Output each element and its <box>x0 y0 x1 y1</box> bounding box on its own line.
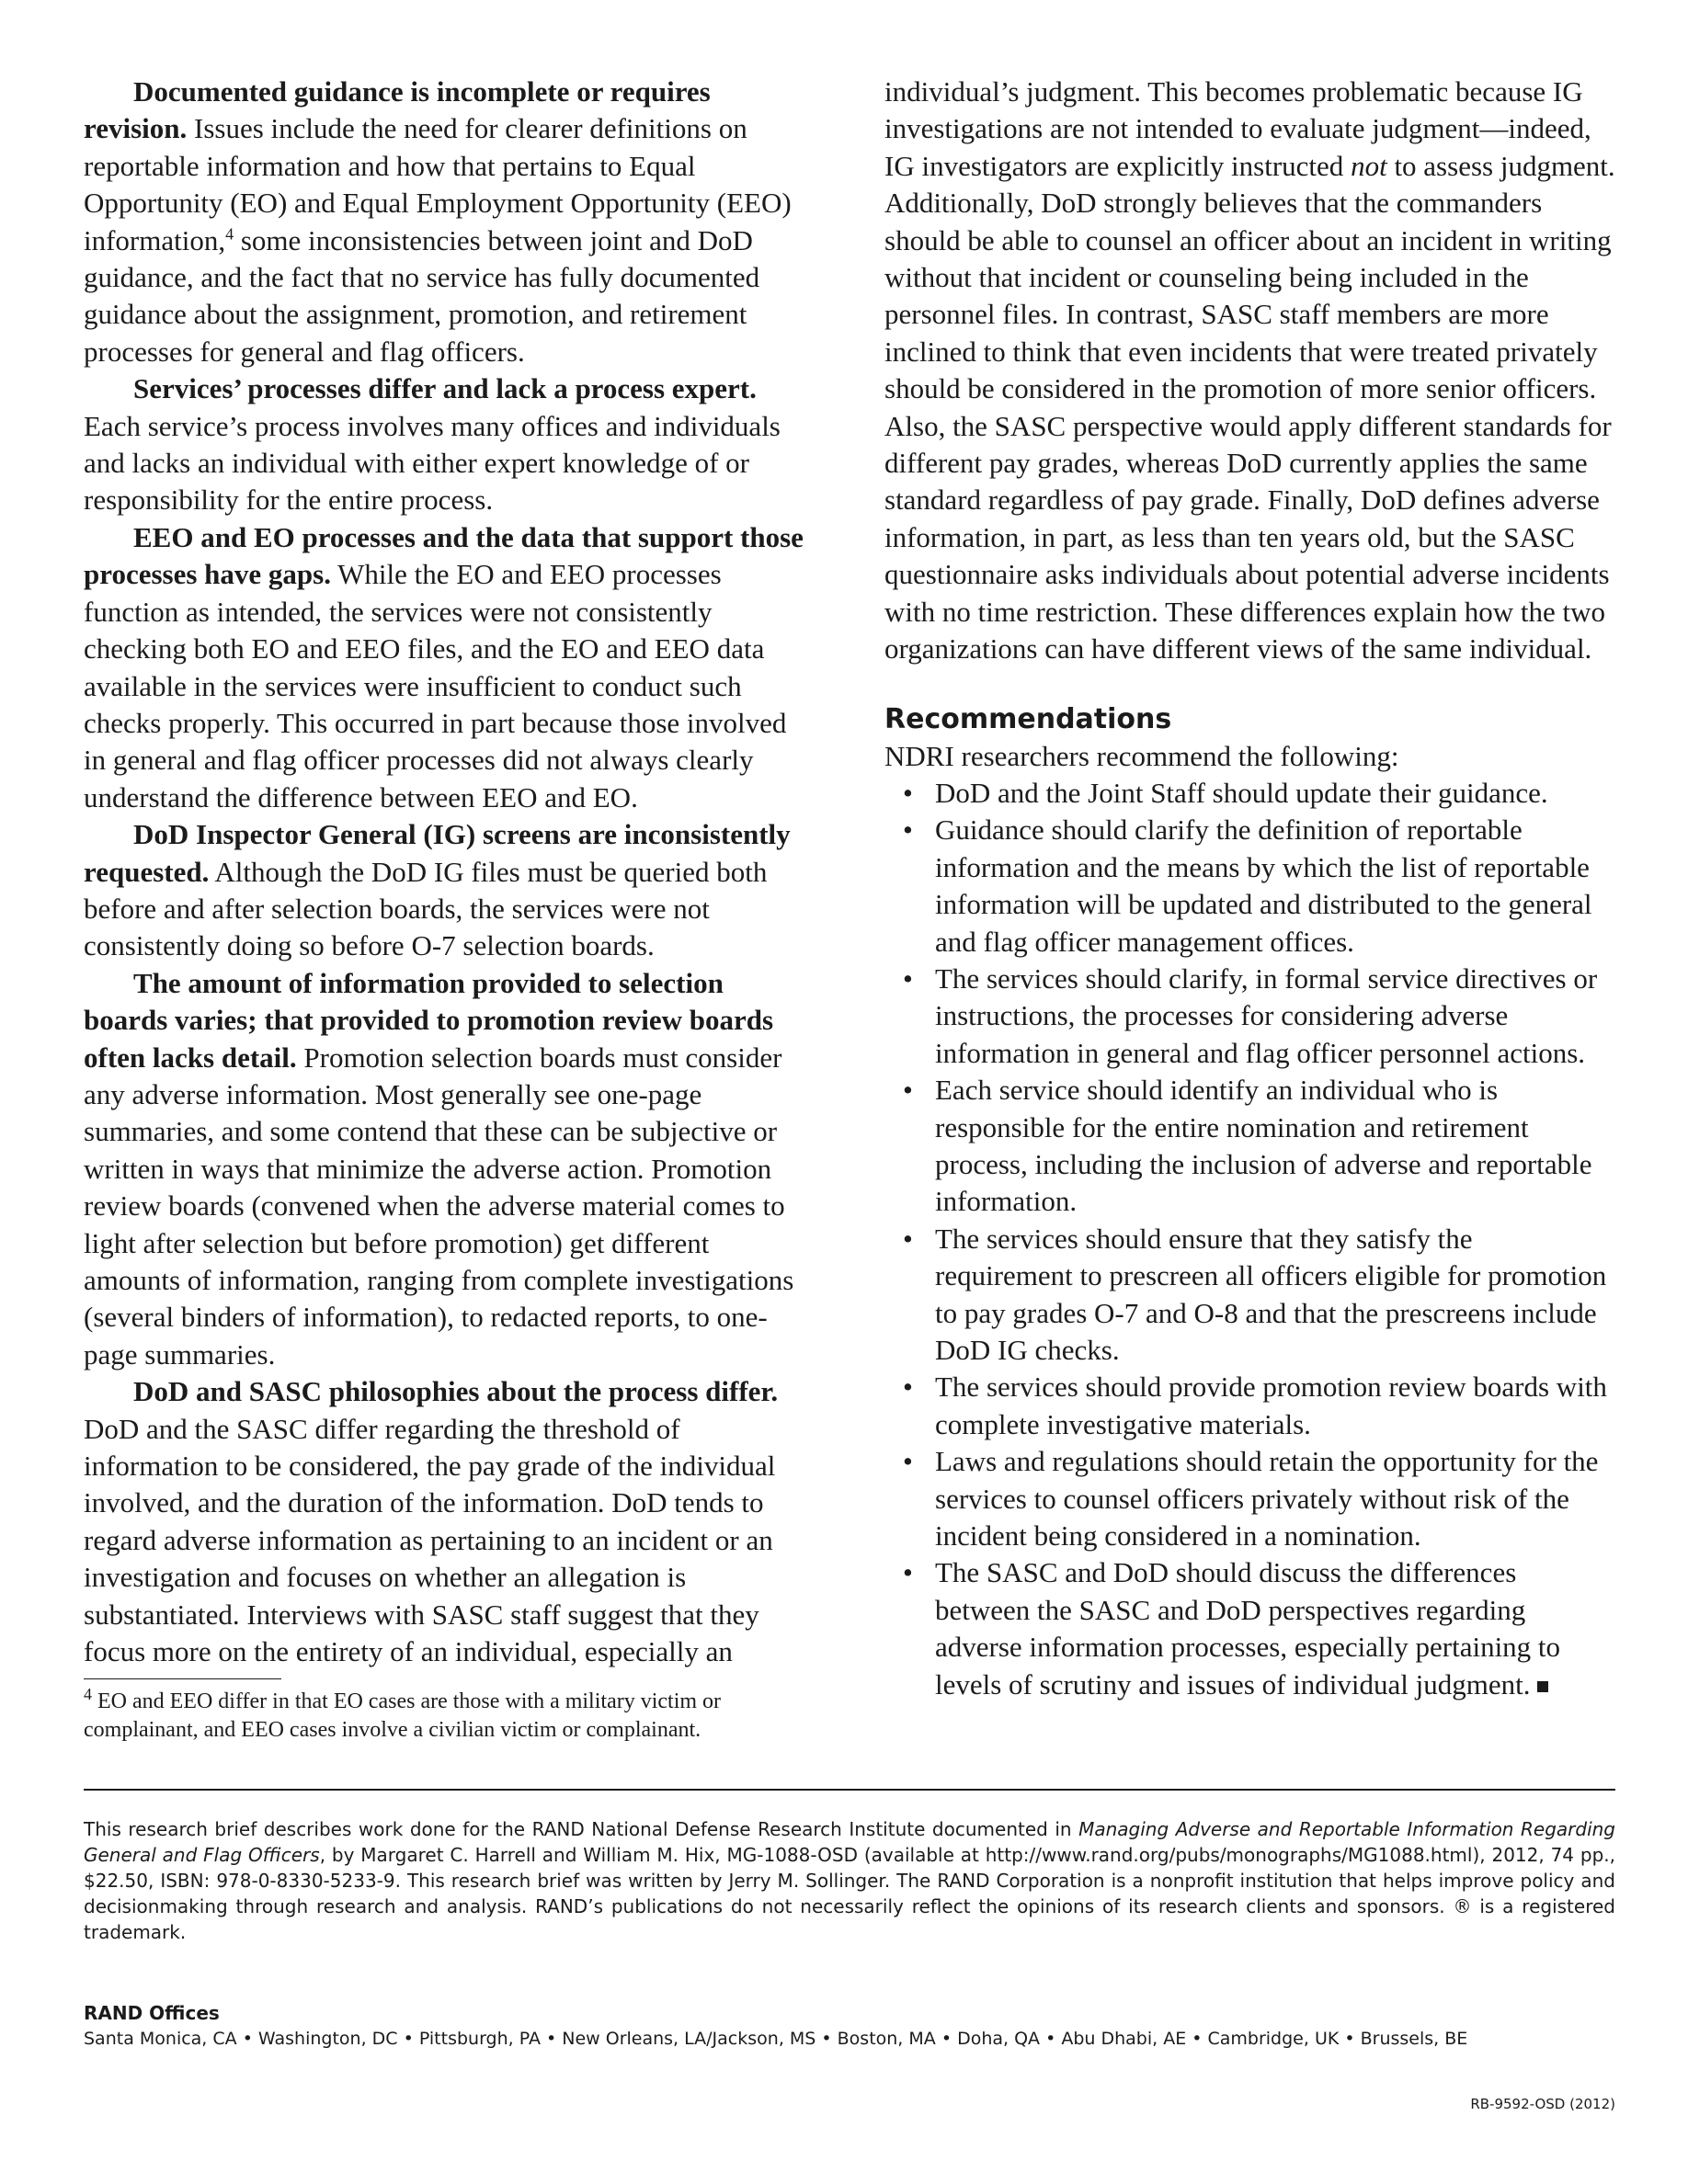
recommendation-text: The services should ensure that they satisfy the requirement to prescreen all officers eligible for promotion to pay grades O-7 and O-8 and that the prescreens include DoD IG checks. <box>935 1222 1607 1366</box>
recommendation-item <box>884 1443 1615 1554</box>
recommendation-item <box>884 775 1615 812</box>
finding-paragraph <box>84 519 813 816</box>
recommendation-item <box>884 1554 1615 1703</box>
finding-heading: The amount of information provided to selection boards varies; that provided to promotion review boards often lacks detail. <box>84 966 774 1074</box>
finding-paragraph <box>84 74 813 370</box>
footnote-reference: 4 <box>225 224 234 244</box>
bullet-icon: • <box>903 961 913 995</box>
monograph-title: Managing Adverse and Reportable Information Regarding General and Flag Officers <box>84 1818 1615 1866</box>
finding-body-continued: some inconsistencies between joint and DoD guidance, and the fact that no service has fully documented guidance about the assignment, promotion, and retirement processes for general and flag officers. <box>84 223 760 368</box>
emphasis-text: not <box>1351 149 1387 182</box>
bullet-icon: • <box>903 1371 913 1404</box>
research-brief-note <box>84 1816 1615 1945</box>
footnote-divider <box>84 1678 281 1679</box>
finding-paragraph <box>84 816 813 965</box>
recommendation-text: Laws and regulations should retain the opportunity for the services to counsel officers privately without risk of the incident being considered in a nomination. <box>935 1445 1599 1553</box>
recommendation-text: The services should clarify, in formal service directives or instructions, the processes for considering adverse information in general and flag officer personnel actions. <box>935 961 1598 1069</box>
offices-heading: RAND Offices <box>84 2002 220 2024</box>
section-divider <box>84 1789 1615 1791</box>
footnote-number: 4 <box>84 1685 92 1703</box>
right-column <box>884 74 1615 1703</box>
footnote-text: EO and EEO differ in that EO cases are those with a military victim or complainant, and EEO cases involve a civilian victim or complainant. <box>84 1689 722 1742</box>
recommendations-list <box>884 775 1615 1703</box>
recommendation-text: Guidance should clarify the definition of reportable information and the means by which the list of reportable information will be updated and distributed to the general and flag officer management offices. <box>935 813 1592 958</box>
bullet-icon: • <box>903 813 913 847</box>
continuation-paragraph <box>884 74 1615 668</box>
left-column <box>84 74 813 1670</box>
finding-heading: EEO and EO processes and the data that support those processes have gaps. <box>84 520 804 591</box>
recommendation-item <box>884 1221 1615 1370</box>
finding-body: Each service’s process involves many offices and individuals and lacks an individual with either expert knowledge of or responsibility for the entire process. <box>84 409 781 517</box>
recommendation-item <box>884 961 1615 1072</box>
bullet-icon: • <box>903 1222 913 1255</box>
recommendation-text: DoD and the Joint Staff should update their guidance. <box>935 776 1548 809</box>
bullet-icon: • <box>903 776 913 809</box>
finding-paragraph <box>84 965 813 1373</box>
finding-paragraph <box>84 1373 813 1670</box>
continuation-text-end: to assess judgment. Additionally, DoD strongly believes that the commanders should be able to counsel an officer about an incident in writing without that incident or counseling being included in the personnel files. In contrast, SASC staff members are more inclined to think that even incidents that were treated privately should be considered in the promotion of more senior officers. Also, the SASC perspective would apply different standards for different pay grades, whereas DoD currently applies the same standard regardless of pay grade. Finally, DoD defines adverse information, in part, as less than ten years old, but the SASC questionnaire asks individuals about potential adverse incidents with no time restriction. These differences explain how the two organizations can have different views of the same individual. <box>884 149 1615 665</box>
recommendation-text: Each service should identify an individual who is responsible for the entire nomination and retirement process, including the inclusion of adverse and reportable information. <box>935 1074 1592 1218</box>
brief-text: This research brief describes work done for the RAND National Defense Research Institute documented in <box>84 1818 1079 1840</box>
recommendation-text: The SASC and DoD should discuss the differences between the SASC and DoD perspectives regarding adverse information processes, especially pertaining to levels of scrutiny and issues of individual judgment. <box>935 1556 1561 1701</box>
finding-body: Although the DoD IG files must be queried both before and after selection boards, the services were not consistently doing so before O-7 selection boards. <box>84 855 768 962</box>
finding-heading: DoD and SASC philosophies about the process differ. <box>133 1375 779 1408</box>
finding-body: While the EO and EEO processes function as intended, the services were not consistently checking both EO and EEO files, and the EO and EEO data available in the services were insufficient to conduct such checks properly. This occurred in part because those involved in general and flag officer processes did not always clearly understand the difference between EEO and EO. <box>84 558 787 813</box>
recommendation-item <box>884 812 1615 961</box>
finding-body: Promotion selection boards must consider any adverse information. Most generally see one-page summaries, and some contend that these can be subjective or written in ways that minimize the adverse action. Promotion review boards (convened when the adverse material comes to light after selection but before promotion) get different amounts of information, ranging from complete investigations (several binders of information), to redacted reports, to one-page summaries. <box>84 1041 794 1371</box>
finding-body: Issues include the need for clearer definitions on reportable information and how that pertains to Equal Opportunity (EO) and Equal Employment Opportunity (EEO) information, <box>84 112 792 256</box>
finding-heading: Documented guidance is incomplete or requires revision. <box>84 75 711 145</box>
recommendation-text: The services should provide promotion review boards with complete investigative materials. <box>935 1371 1607 1440</box>
offices-list: Santa Monica, CA • Washington, DC • Pittsburgh, PA • New Orleans, LA/Jackson, MS • Boston, MA • Doha, QA • Abu Dhabi, AE • Cambridge, UK • Brussels, BE <box>84 2029 1468 2049</box>
bullet-icon: • <box>903 1556 913 1589</box>
bullet-icon: • <box>903 1445 913 1478</box>
brief-text-end: , by Margaret C. Harrell and William M. Hix, MG-1088-OSD (available at http://www.rand.org/pubs/monographs/MG1088.html), 2012, 74 pp., $22.50, ISBN: 978-0-8330-5233-9. This research brief was written by Jerry M. Sollinger. The RAND Corporation is a nonprofit institution that helps improve policy and decisionmaking through research and analysis. RAND’s publications do not necessarily reflect the opinions of its research clients and sponsors. ® is a registered trademark. <box>84 1844 1615 1943</box>
bullet-icon: • <box>903 1074 913 1107</box>
end-of-article-icon <box>1537 1681 1548 1692</box>
recommendations-intro: NDRI researchers recommend the following: <box>884 739 1399 772</box>
footnote <box>84 1685 813 1745</box>
finding-body: DoD and the SASC differ regarding the threshold of information to be considered, the pay grade of the individual involved, and the duration of the information. DoD tends to regard adverse information as pertaining to an incident or an investigation and focuses on whether an allegation is substantiated. Interviews with SASC staff suggest that they focus more on the entirety of an individual, especially an <box>84 1412 776 1668</box>
document-id: RB-9592-OSD (2012) <box>1470 2096 1615 2112</box>
recommendation-item <box>884 1369 1615 1443</box>
recommendations-heading: Recommendations <box>884 702 1172 735</box>
finding-heading: Services’ processes differ and lack a process expert. <box>133 372 757 405</box>
continuation-text: individual’s judgment. This becomes problematic because IG investigations are not intended to evaluate judgment—indeed, IG investigators are explicitly instructed <box>884 75 1591 182</box>
finding-paragraph <box>84 370 813 519</box>
finding-heading: DoD Inspector General (IG) screens are inconsistently requested. <box>84 818 791 888</box>
recommendation-item <box>884 1072 1615 1221</box>
